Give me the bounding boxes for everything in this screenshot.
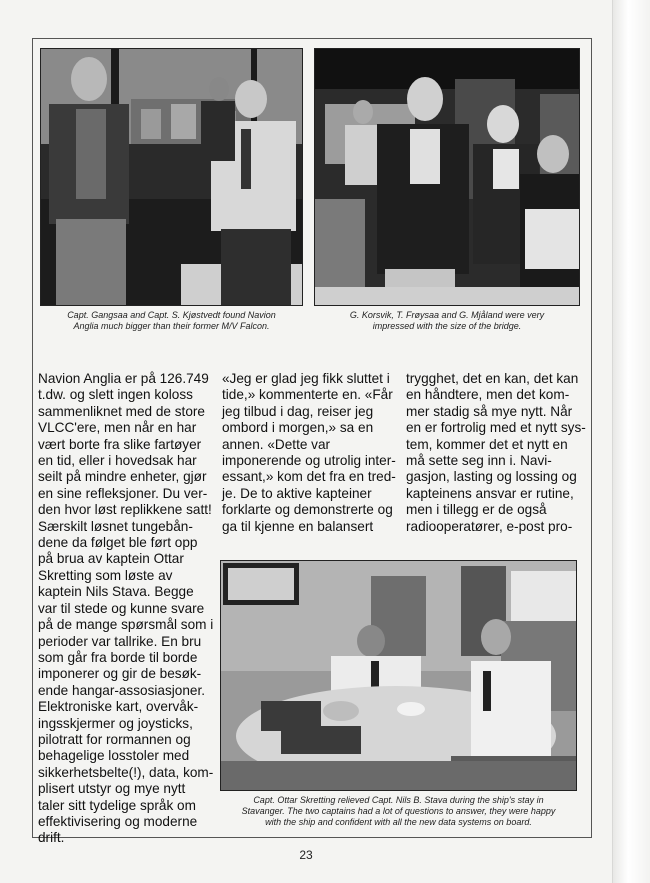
article-column-1: Navion Anglia er på 126.749 t.dw. og slett ingen koloss sammenliknet med de store VLCC'ere, men når en har vært borte fra slike fartøyer en tid, eller i hovedsak har seilt på mindre enheter, gjør en sine refleksjoner. Du ver- den hvor løst replikkene satt! Særskilt løsnet tungebån- dene da følget ble ført opp på brua av kaptein Ottar Skretting som løste av kaptein Nils Stava. Begge var til stede og kunne svare på de mange spørsmål som i perioder var tallrike. En bru som går fra borde til borde imponerer og gir de besøk- ende hangar-assosiasjoner. Elektroniske kart, overvåk- ingsskjermer og joysticks, pilotratt for rormannen og behagelige losstoler med sikkerhetsbelte(!), data, kom- plisert utstyr og mye nytt taler sitt tydelige språk om effektivisering og moderne drift.	[38, 371, 214, 846]
photo-visitors-bridge	[314, 48, 580, 306]
photo-visitors-bridge-image	[315, 49, 579, 305]
photo-captains-table-image	[221, 561, 576, 790]
photo-captains-bridge	[40, 48, 303, 306]
caption-visitors-bridge: G. Korsvik, T. Frøysaa and G. Mjåland were very impressed with the size of the bridge.	[349, 310, 545, 331]
page-number: 23	[299, 848, 313, 862]
photo-captains-bridge-image	[41, 49, 302, 305]
article-column-3: trygghet, det en kan, det kan en håndtere, men det kom- mer stadig så mye nytt. Når en er fortrolig med et nytt sys- tem, kommer det et nytt en må sette seg inn i. Navi- gasjon, lasting og lossing og kapteinens ansvar er rutine, men i tillegg er de også radiooperatører, e-post pro-	[406, 371, 586, 534]
caption-captains-bridge: Capt. Gangsaa and Capt. S. Kjøstvedt found Navion Anglia much bigger than their former M/V Falcon.	[67, 310, 276, 331]
article-column-2: «Jeg er glad jeg fikk sluttet i tide,» kommenterte en. «Får jeg tilbud i dag, reiser jeg ombord i morgen,» sa en annen. «Dette var imponerende og utrolig inter- essant,» kom det fra en tred- je. De to aktive kapteiner forklarte og demonstrerte og ga til kjenne en balansert	[222, 371, 396, 534]
photo-captains-table	[220, 560, 577, 791]
caption-captains-table: Capt. Ottar Skretting relieved Capt. Nils B. Stava during the ship's stay in Stavanger. The two captains had a lot of questions to answer, they were happy with the ship and confident with all the new data systems on board.	[241, 795, 556, 827]
page-edge	[612, 0, 650, 883]
